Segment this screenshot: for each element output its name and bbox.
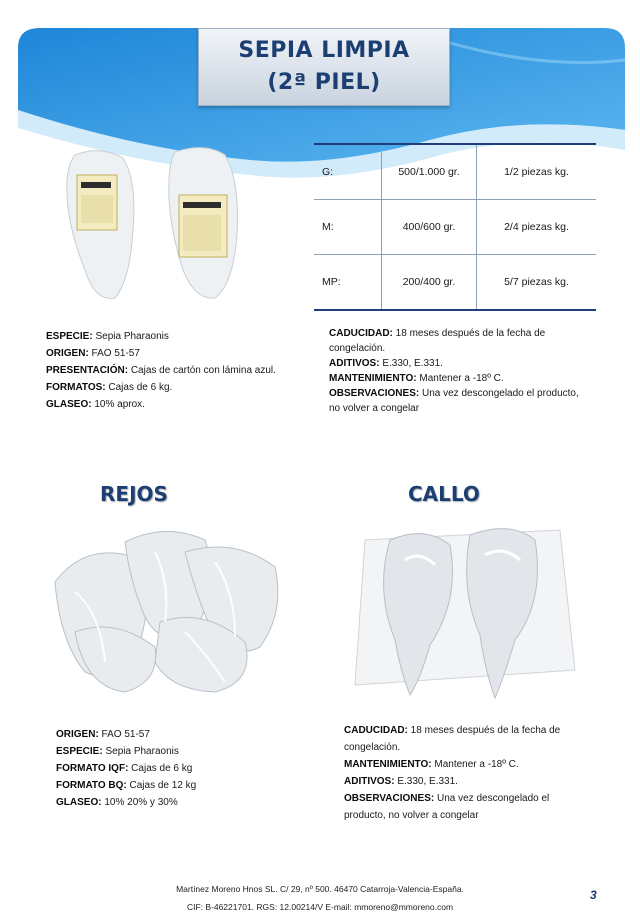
info-line: ADITIVOS: E.330, E.331.: [329, 358, 443, 369]
sizes-table: [314, 143, 596, 311]
size-code: MP:: [314, 255, 382, 311]
size-pieces: 5/7 piezas kg.: [477, 255, 597, 311]
info-line: PRESENTACIÓN: Cajas de cartón con lámina azul.: [46, 365, 276, 376]
info-line: MANTENIMIENTO: Mantener a -18º C.: [329, 373, 504, 384]
size-pieces: 2/4 piezas kg.: [477, 200, 597, 255]
size-code: G:: [314, 144, 382, 200]
info-line: CADUCIDAD: 18 meses después de la fecha de congelación.: [329, 328, 546, 354]
callo-photo: [345, 520, 580, 705]
callo-title: CALLO: [408, 482, 480, 506]
table-row: [314, 255, 596, 311]
callo-info: [344, 722, 589, 824]
info-line: OBSERVACIONES: Una vez descongelado el producto, no volver a congelar: [329, 388, 579, 414]
rejos-photo: [45, 522, 290, 697]
info-line: FORMATO IQF: Cajas de 6 kg: [56, 763, 193, 774]
table-row: [314, 144, 596, 200]
info-line: FORMATO BQ: Cajas de 12 kg: [56, 780, 197, 791]
info-line: ADITIVOS: E.330, E.331.: [344, 776, 458, 787]
info-line: GLASEO: 10% aprox.: [46, 399, 145, 410]
footer-contact: CIF: B-46221701. RGS: 12.00214/V E-mail: mmoreno@mmoreno.com: [186, 902, 454, 912]
info-line: GLASEO: 10% 20% y 30%: [56, 797, 178, 808]
info-line: MANTENIMIENTO: Mantener a -18º C.: [344, 759, 519, 770]
sepia-info-left: [46, 328, 316, 413]
size-weight: 200/400 gr.: [382, 255, 477, 311]
page-number: 3: [590, 888, 597, 902]
rejos-title: REJOS: [100, 482, 168, 506]
sepia-info-right: [329, 326, 591, 416]
footer-address: Martínez Moreno Hnos SL. C/ 29, nº 500. 46470 Catarroja-Valencia-España.: [176, 884, 464, 894]
info-line: ESPECIE: Sepia Pharaonis: [46, 331, 169, 342]
info-line: FORMATOS: Cajas de 6 kg.: [46, 382, 173, 393]
size-weight: 500/1.000 gr.: [382, 144, 477, 200]
size-weight: 400/600 gr.: [382, 200, 477, 255]
page-title: SEPIA LIMPIA: [238, 38, 410, 63]
page-subtitle: (2ª PIEL): [267, 70, 381, 95]
info-line: ORIGEN: FAO 51-57: [46, 348, 140, 359]
size-pieces: 1/2 piezas kg.: [477, 144, 597, 200]
table-row: [314, 200, 596, 255]
info-line: CADUCIDAD: 18 meses después de la fecha de congelación.: [344, 725, 561, 753]
info-line: ESPECIE: Sepia Pharaonis: [56, 746, 179, 757]
size-code: M:: [314, 200, 382, 255]
rejos-info: [56, 726, 306, 811]
sepia-limpia-photo: [55, 140, 255, 305]
info-line: ORIGEN: FAO 51-57: [56, 729, 150, 740]
title-box: [198, 28, 450, 106]
info-line: OBSERVACIONES: Una vez descongelado el producto, no volver a congelar: [344, 793, 550, 821]
